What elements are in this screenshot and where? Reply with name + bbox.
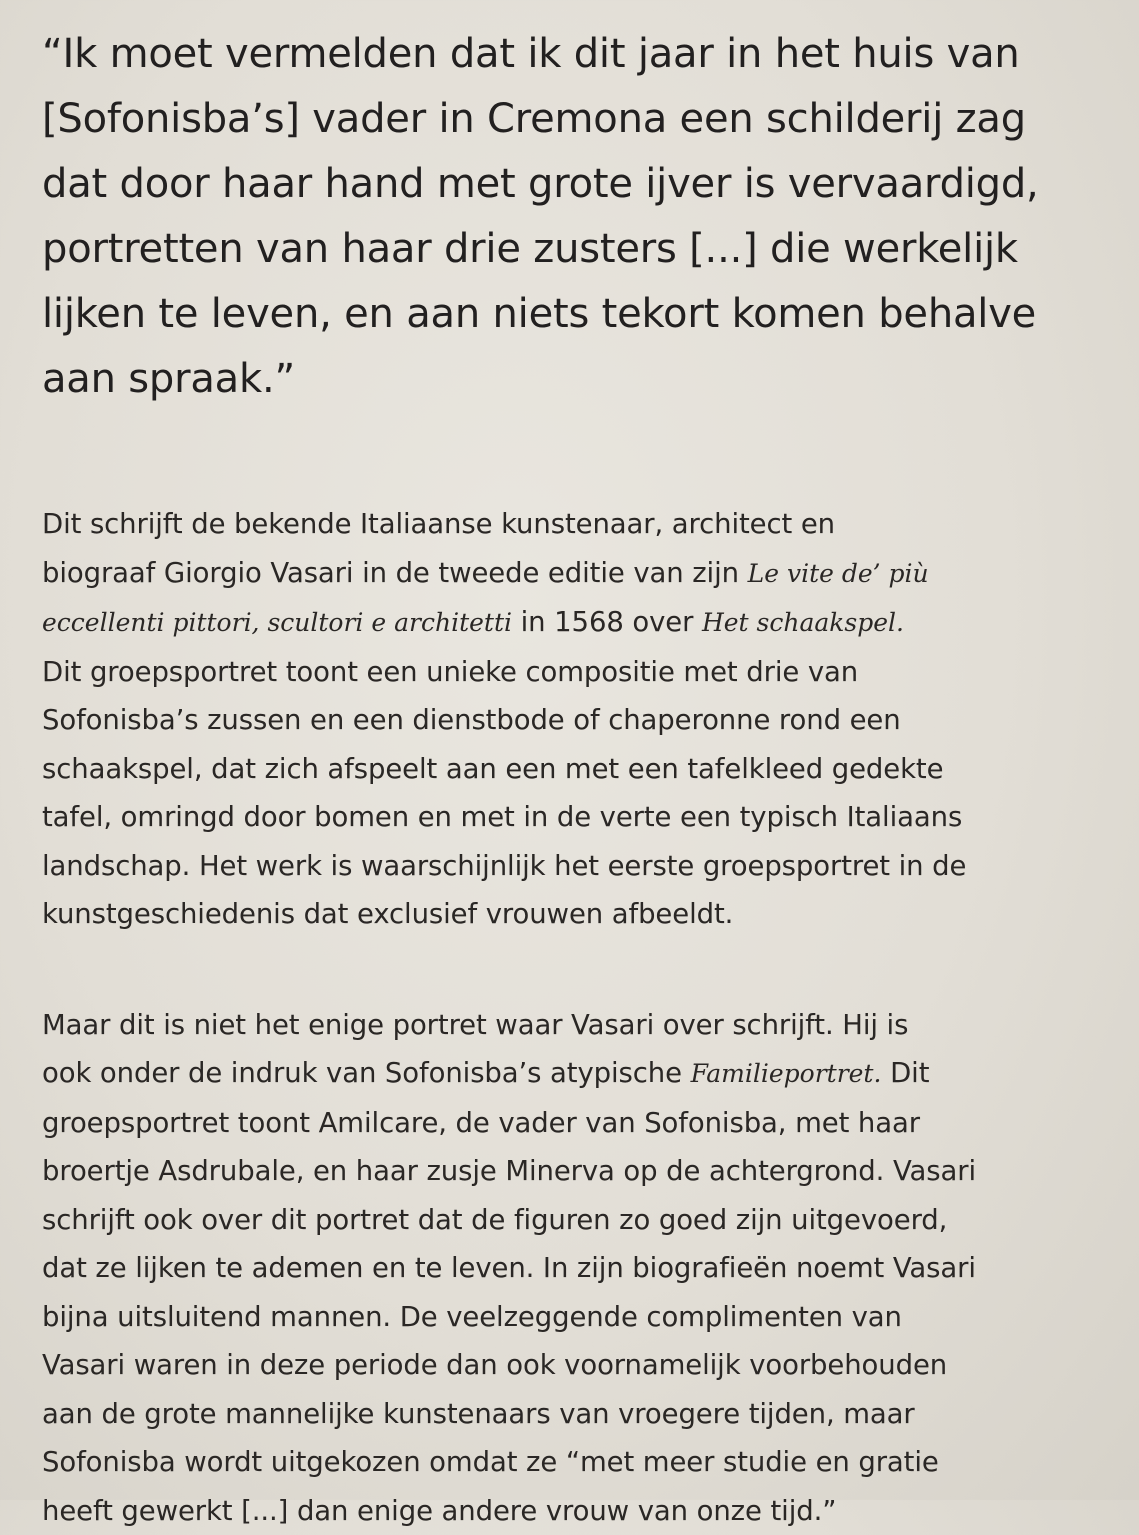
text-run: in 1568 over: [512, 606, 702, 638]
paragraph-line: tafel, omringd door bomen en met in de verte een typisch Italiaans: [42, 793, 1119, 842]
paragraph-chess-game: [42, 500, 1119, 939]
text-run: Dit: [881, 1057, 929, 1089]
paragraph-line: [42, 549, 1119, 599]
quote-line: dat door haar hand met grote ijver is vervaardigd,: [42, 152, 1119, 217]
paragraph-line: [42, 1049, 1119, 1099]
text-run: biograaf Giorgio Vasari in de tweede editie van zijn: [42, 557, 748, 589]
paragraph-line: Sofonisba wordt uitgekozen omdat ze “met meer studie en gratie: [42, 1438, 1119, 1487]
paragraph-line: Maar dit is niet het enige portret waar Vasari over schrijft. Hij is: [42, 1001, 1119, 1050]
text-run: ook onder de indruk van Sofonisba’s atypische: [42, 1057, 691, 1089]
quote-line: “Ik moet vermelden dat ik dit jaar in het huis van: [42, 22, 1119, 87]
paragraph-line: aan de grote mannelijke kunstenaars van vroegere tijden, maar: [42, 1390, 1119, 1439]
quote-line: [Sofonisba’s] vader in Cremona een schilderij zag: [42, 87, 1119, 152]
italic-title: Le vite de’ più: [748, 559, 929, 588]
paragraph-line: Sofonisba’s zussen en een dienstbode of chaperonne rond een: [42, 696, 1119, 745]
quote-line: aan spraak.”: [42, 347, 1119, 412]
paragraph-line: broertje Asdrubale, en haar zusje Minerva op de achtergrond. Vasari: [42, 1147, 1119, 1196]
vasari-quote: [42, 22, 1119, 412]
italic-title: eccellenti pittori, scultori e architetti: [42, 608, 512, 637]
paragraph-line: heeft gewerkt [...] dan enige andere vrouw van onze tijd.”: [42, 1487, 1119, 1535]
paragraph-line: landschap. Het werk is waarschijnlijk het eerste groepsportret in de: [42, 842, 1119, 891]
italic-title: Familieportret.: [691, 1059, 882, 1088]
paragraph-line: schaakspel, dat zich afspeelt aan een met een tafelkleed gedekte: [42, 745, 1119, 794]
paragraph-line: bijna uitsluitend mannen. De veelzeggende complimenten van: [42, 1293, 1119, 1342]
paragraph-line: groepsportret toont Amilcare, de vader van Sofonisba, met haar: [42, 1099, 1119, 1148]
paragraph-line: dat ze lijken te ademen en te leven. In zijn biografieën noemt Vasari: [42, 1244, 1119, 1293]
italic-title: Het schaakspel.: [702, 608, 904, 637]
paragraph-line: Vasari waren in deze periode dan ook voornamelijk voorbehouden: [42, 1341, 1119, 1390]
paragraph-line: kunstgeschiedenis dat exclusief vrouwen afbeeldt.: [42, 890, 1119, 939]
paragraph-family-portrait: [42, 1001, 1119, 1535]
quote-line: lijken te leven, en aan niets tekort komen behalve: [42, 282, 1119, 347]
paragraph-line: Dit groepsportret toont een unieke compositie met drie van: [42, 648, 1119, 697]
paragraph-line: Dit schrijft de bekende Italiaanse kunstenaar, architect en: [42, 500, 1119, 549]
quote-line: portretten van haar drie zusters [...] die werkelijk: [42, 217, 1119, 282]
paragraph-line: [42, 598, 1119, 648]
paragraph-line: schrijft ook over dit portret dat de figuren zo goed zijn uitgevoerd,: [42, 1196, 1119, 1245]
